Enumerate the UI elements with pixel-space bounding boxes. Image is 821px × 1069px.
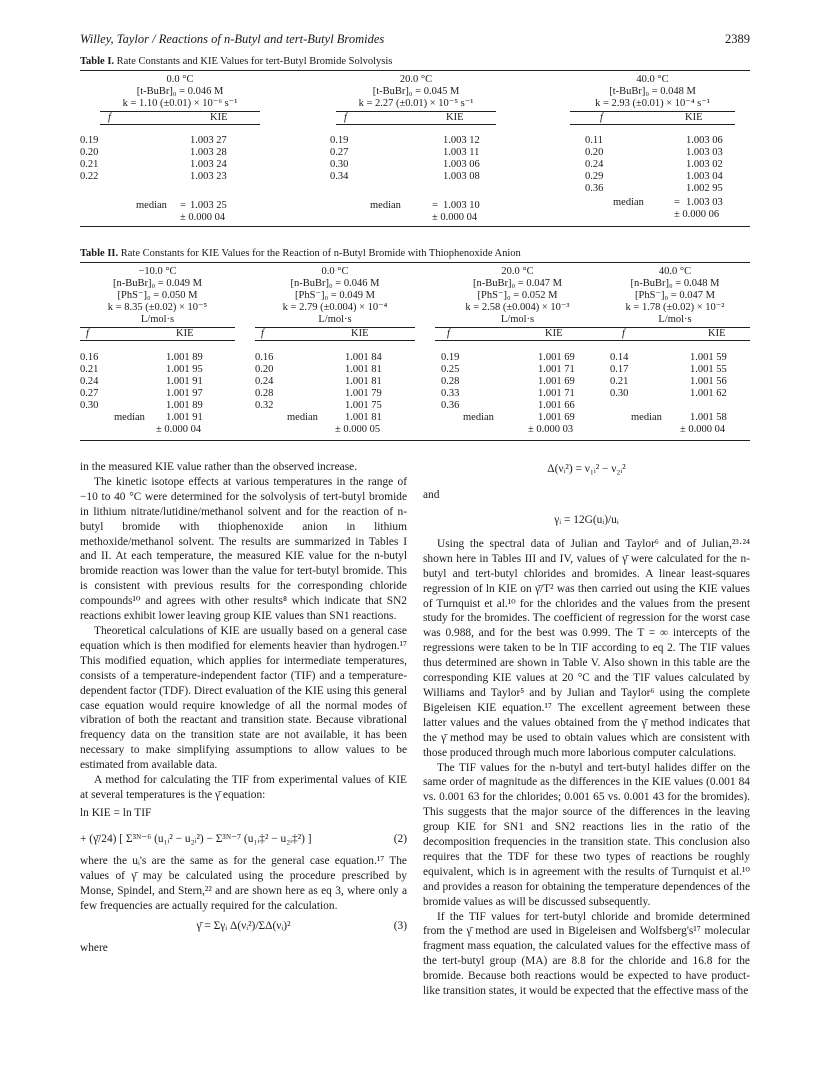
kie-value: 1.001 66 [538,400,575,411]
condition-unit: L/mol·s [435,314,600,328]
f-value: 0.19 [330,135,349,146]
table-1-column-header: f KIE [336,112,496,125]
condition-phs: [PhS⁻]₀ = 0.052 M [477,290,558,301]
table-1-caption [80,56,392,68]
f-value: 0.25 [441,364,460,375]
median-equals: = [432,200,438,211]
kie-value: 1.001 75 [345,400,382,411]
median-error: ± 0.000 04 [680,424,726,435]
f-value: 0.24 [255,376,274,387]
paragraph: in the measured KIE value rather than the observed increase. [80,461,358,473]
kie-value: 1.003 06 [443,159,480,170]
f-value: 0.21 [80,159,99,170]
f-value: 0.36 [585,183,604,194]
f-value: 0.29 [585,171,604,182]
equation-4 [423,462,750,478]
condition-rate: k = 2.58 (±0.004) × 10⁻³ [465,302,570,313]
paragraph: where [80,942,108,955]
table-2-bottom-rule [80,440,750,441]
kie-value: 1.001 59 [690,352,727,363]
f-value: 0.19 [441,352,460,363]
condition-rate: k = 1.78 (±0.02) × 10⁻² [625,302,725,313]
equation-text: + (γ̄/24) [ Σ³ᴺ⁻⁶ (u₁ᵢ² − u₂ᵢ²) − Σ³ᴺ⁻⁷ (u₁ᵢ‡² − u₂ᵢ‡²) ] [80,832,312,845]
right-column [423,460,750,999]
paragraph: The TIF values for the n-butyl and tert-butyl halides differ on the same order of magnitude as the differences in the KIE values (0.001 84 vs. 0.001 63 for the chlorides; 0.001 65 vs. 0.001 43 for the bromides). This suggests that the major source of the differences in the leaving group KIE for SN1 and SN2 reactions lies in the ratio of the decomposition frequencies in the transition state. This conclusion also requires that the TDF for these two types of reactions be roughly equivalent, which is in agreement with the results of Turnquist et al.¹⁰ and provides a reason for obtaining the temperature dependences of the bromide values as will be discussed subsequently. [423,761,750,908]
running-head-title: Willey, Taylor / Reactions of n-Butyl and tert-Butyl Bromides [80,32,385,46]
kie-value: 1.001 81 [345,364,382,375]
condition-unit: L/mol·s [80,314,235,328]
f-value: 0.20 [80,147,99,158]
paragraph: and [423,489,440,501]
table-1-top-rule [80,70,750,71]
paragraph: Theoretical calculations of KIE are usually based on a general case equation which is then modified for elements heavier than hydrogen.¹⁷ This modified equation, which applies for intermediate temperatures, consists of a temperature-independent factor (TIF) and a temperature-dependent factor (TDF). Direct evaluation of the KIE using this general case equation would require knowledge of all the normal modes of vibration of both the reactant and transition state. Because vibrational frequency data on the transition state are not available, it has been necessary to make simplifying assumptions to allow values to be estimated from available data. [80,624,407,772]
table-1 [80,56,750,232]
table-1-label: Table I. [80,56,115,67]
f-value: 0.33 [441,388,460,399]
median-value: 1.003 10 [443,200,480,211]
median-error: ± 0.000 03 [528,424,574,435]
median-error: ± 0.000 04 [432,212,478,223]
condition-conc: [n-BuBr]₀ = 0.047 M [473,278,562,289]
f-value: 0.30 [80,400,99,411]
f-value: 0.27 [330,147,349,158]
condition-phs: [PhS⁻]₀ = 0.047 M [635,290,715,301]
f-value: 0.32 [255,400,274,411]
kie-value: 1.001 89 [166,352,203,363]
table-2-condition-40c [600,266,750,328]
equation-text: ln KIE = ln TIF [80,806,152,819]
page-number: 2389 [725,32,750,46]
paragraph: A method for calculating the TIF from experimental values of KIE at several temperatures is the γ̄ equation: [80,774,407,801]
kie-value: 1.001 84 [345,352,382,363]
kie-value: 1.003 28 [190,147,227,158]
table-2-column-header: f KIE [80,328,235,341]
f-value: 0.24 [585,159,604,170]
f-value: 0.24 [80,376,99,387]
kie-value: 1.001 81 [345,376,382,387]
table-1-column-header: f KIE [570,112,735,125]
kie-value: 1.001 89 [166,400,203,411]
f-value: 0.28 [255,388,274,399]
f-value: 0.11 [585,135,603,146]
median-error: ± 0.000 04 [180,212,226,223]
table-2-column-header: f KIE [255,328,415,341]
kie-value: 1.003 03 [686,147,723,158]
paragraph: Using the spectral data of Julian and Taylor⁶ and of Julian,²³·²⁴ shown here in Tables III and IV, values of γ̄ were calculated for the n-butyl and tert-butyl chlorides and bromides. A linear least-squares regression of ln KIE on γ̄/T² was then carried out using the KIE values of Turnquist et al.¹⁰ for the chlorides and the values from the present study for the bromides. The coefficient of regression for the worst case was 0.988, and for the best was 0.999. The T = ∞ intercepts of the regressions were taken to be ln TIF according to eq 2. The TIF values thus determined are shown in Table V. Also shown in this table are the corresponding KIE values at 20 °C and the TIF values calculated by Williams and Taylor⁵ and by Julian and Taylor⁶ using the complete Bigeleisen KIE equation.¹⁷ The excellent agreement between these latter values and the values obtained from the γ̄ method indicates that the γ̄ method may be used to obtain values which are consistent with those produced through much more laborious computer calculations. [423,537,750,759]
f-value: 0.30 [330,159,349,170]
median-value: 1.001 91 [166,412,203,423]
table-2-column-header: f KIE [600,328,750,341]
f-value: 0.22 [80,171,99,182]
table-2-title: Rate Constants for KIE Values for the Reaction of n-Butyl Bromide with Thiophenoxide Anion [120,248,521,259]
f-value: 0.20 [255,364,274,375]
median-error: ± 0.000 05 [335,424,381,435]
condition-conc: [t-BuBr]₀ = 0.046 M [136,86,224,97]
median-value: 1.001 58 [690,412,727,423]
median-error: ± 0.000 06 [674,209,720,220]
kie-value: 1.001 56 [690,376,727,387]
condition-temp: 20.0 °C [501,266,534,277]
table-2-condition-20c [435,266,600,328]
condition-phs: [PhS⁻]₀ = 0.050 M [117,290,198,301]
table-2-label: Table II. [80,248,119,259]
median-label: median [613,197,644,208]
table-1-title: Rate Constants and KIE Values for tert-Butyl Bromide Solvolysis [116,56,393,67]
table-2-column-header: f KIE [435,328,600,341]
kie-value: 1.001 97 [166,388,203,399]
kie-value: 1.001 91 [166,376,203,387]
condition-unit: L/mol·s [255,314,415,328]
median-label: median [463,412,494,423]
median-label: median [370,200,401,211]
f-value: 0.16 [80,352,99,363]
condition-temp: −10.0 °C [138,266,177,277]
kie-value: 1.003 24 [190,159,227,170]
condition-temp: 0.0 °C [321,266,349,277]
left-column [80,460,407,956]
condition-phs: [PhS⁻]₀ = 0.049 M [295,290,375,301]
median-value: 1.003 03 [686,197,723,208]
equation-text: γ̄ = Σγᵢ Δ(νᵢ²)/ΣΔ(νᵢ)² [196,920,291,933]
median-value: 1.001 69 [538,412,575,423]
equation-text: Δ(νᵢ²) = ν₁ᵢ² − ν₂ᵢ² [547,463,626,475]
condition-temp: 20.0 °C [399,74,433,85]
f-value: 0.20 [585,147,604,158]
f-value: 0.16 [255,352,274,363]
condition-temp: 0.0 °C [166,74,194,85]
kie-value: 1.001 69 [538,376,575,387]
condition-rate: k = 2.93 (±0.01) × 10⁻⁴ s⁻¹ [570,98,735,112]
kie-value: 1.003 04 [686,171,723,182]
kie-value: 1.001 79 [345,388,382,399]
kie-value: 1.003 02 [686,159,723,170]
f-value: 0.19 [80,135,99,146]
paragraph: If the TIF values for tert-butyl chloride and bromide determined from the γ̄ method are used in Bigeleisen and Wolfsberg's¹⁷ molecular fragment mass equation, the calculated values for the effective mass of the tert-butyl group (MA) are 8.8 for the chloride and 16.8 for the bromide. Because both reactions would be expected to have product-like transition states, it would be expected that the effective mass of the [423,910,750,998]
kie-value: 1.002 95 [686,183,723,194]
median-label: median [287,412,318,423]
condition-conc: [t-BuBr]₀ = 0.045 M [372,86,460,97]
median-label: median [114,412,145,423]
paragraph: where the uᵢ's are the same as for the general case equation.¹⁷ The values of γ̄ may be calculated using the procedure prescribed by Monse, Spindel, and Stern,²² and are shown here as eq 3, where only a few frequencies are actually required for the calculation. [80,854,407,912]
median-label: median [136,200,167,211]
f-value: 0.30 [610,388,629,399]
condition-rate: k = 2.27 (±0.01) × 10⁻⁵ s⁻¹ [336,98,496,112]
table-1-condition-0c [100,74,260,112]
table-1-bottom-rule [80,226,750,227]
median-label: median [631,412,662,423]
condition-rate: k = 2.79 (±0.004) × 10⁻⁴ [282,302,388,313]
condition-temp: 40.0 °C [658,266,692,277]
median-value: 1.003 25 [190,200,227,211]
kie-value: 1.003 12 [443,135,480,146]
condition-conc: [n-BuBr]₀ = 0.046 M [290,278,380,289]
table-1-column-header: f KIE [100,112,260,125]
table-2-condition-minus10c [80,266,235,328]
f-value: 0.28 [441,376,460,387]
f-value: 0.34 [330,171,349,182]
kie-value: 1.003 23 [190,171,227,182]
table-2 [80,248,750,448]
paragraph: The kinetic isotope effects at various temperatures in the range of −10 to 40 °C were determined for the solvolysis of tert-butyl bromide in lithium nitrate/lutidine/methanol solvent and for the reaction of n-butyl bromide with thiophenoxide anion in lithium methoxide/methanol solvent. The results are summarized in Tables I and II. At each temperature, the measured KIE value for the n-butyl bromide reaction was lower than the value for tert-butyl bromide. This is consistent with previous results for the corresponding chloride compounds¹⁰ and agrees with other results⁸ which indicate that SN2 reactions exhibit lower leaving group KIE values than SN1 reactions. [80,475,407,623]
equation-2 [80,832,407,854]
kie-value: 1.003 27 [190,135,227,146]
equation-line [80,806,407,822]
running-head [80,32,750,48]
condition-temp: 40.0 °C [636,74,669,85]
f-value: 0.21 [610,376,629,387]
kie-value: 1.001 95 [166,364,203,375]
table-2-condition-0c [255,266,415,328]
condition-conc: [n-BuBr]₀ = 0.048 M [630,278,720,289]
kie-value: 1.001 71 [538,388,575,399]
median-value: 1.001 81 [345,412,382,423]
f-value: 0.27 [80,388,99,399]
f-value: 0.14 [610,352,629,363]
table-1-condition-20c [336,74,496,112]
equation-5 [423,513,750,529]
equation-number: (2) [393,832,407,845]
condition-conc: [t-BuBr]₀ = 0.048 M [609,86,696,97]
kie-value: 1.001 69 [538,352,575,363]
median-equals: = [674,197,680,208]
kie-value: 1.003 08 [443,171,480,182]
condition-conc: [n-BuBr]₀ = 0.049 M [113,278,202,289]
condition-unit: L/mol·s [600,314,750,328]
f-value: 0.36 [441,400,460,411]
kie-value: 1.003 06 [686,135,723,146]
equation-number: (3) [393,920,407,933]
equation-3 [80,919,407,935]
kie-value: 1.001 55 [690,364,727,375]
median-equals: = [180,200,186,211]
kie-value: 1.001 71 [538,364,575,375]
kie-value: 1.003 11 [443,147,480,158]
table-2-top-rule [80,262,750,263]
condition-rate: k = 8.35 (±0.02) × 10⁻⁵ [107,302,208,313]
f-value: 0.17 [610,364,629,375]
table-1-condition-40c [570,74,735,112]
equation-text: γᵢ = 12G(uᵢ)/uᵢ [554,513,619,526]
table-2-caption [80,248,521,260]
kie-value: 1.001 62 [690,388,727,399]
condition-rate: k = 1.10 (±0.01) × 10⁻⁶ s⁻¹ [100,98,260,112]
median-error: ± 0.000 04 [156,424,202,435]
f-value: 0.21 [80,364,99,375]
